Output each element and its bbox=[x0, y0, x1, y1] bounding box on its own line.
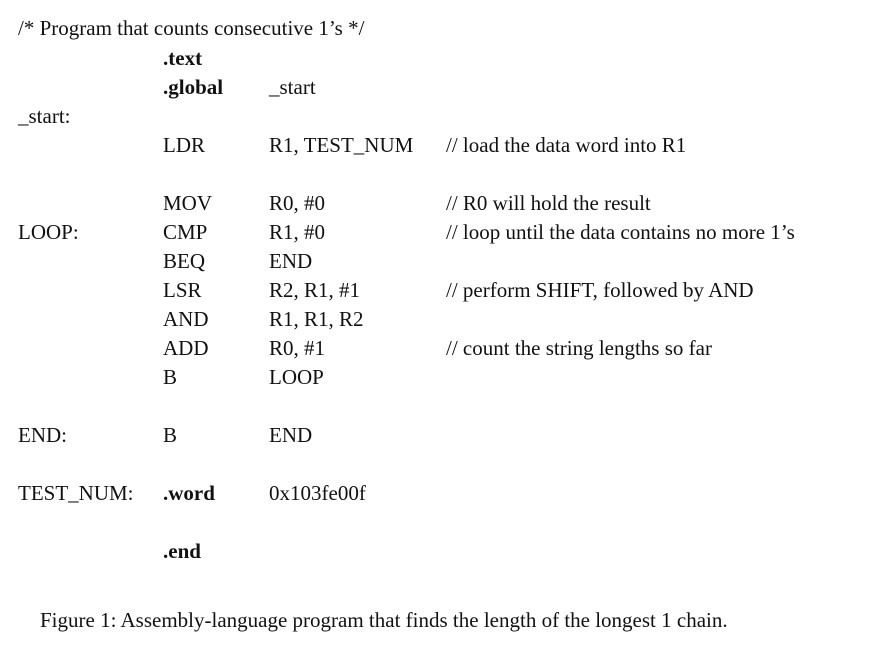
code-instruction: LDR bbox=[163, 133, 205, 157]
code-comment: // count the string lengths so far bbox=[446, 336, 712, 360]
code-label: END: bbox=[18, 423, 67, 447]
code-comment: // load the data word into R1 bbox=[446, 133, 687, 157]
code-label: _start: bbox=[18, 104, 71, 128]
code-operands: R0, #0 bbox=[269, 191, 326, 215]
code-instruction: B bbox=[163, 365, 178, 389]
code-instruction: CMP bbox=[163, 220, 208, 244]
code-operands: R0, #1 bbox=[269, 336, 326, 360]
code-operands: R1, R1, R2 bbox=[269, 307, 364, 331]
code-instruction: ADD bbox=[163, 336, 209, 360]
code-comment: // loop until the data contains no more 1’s bbox=[446, 220, 795, 244]
code-instruction: LSR bbox=[163, 278, 202, 302]
figure-caption: Figure 1: Assembly-language program that finds the length of the longest 1 chain. bbox=[40, 608, 728, 632]
code-instruction: .end bbox=[163, 539, 201, 563]
code-instruction: .global bbox=[163, 75, 224, 99]
code-operands: END bbox=[269, 423, 313, 447]
code-operands: R1, #0 bbox=[269, 220, 326, 244]
code-operands: END bbox=[269, 249, 313, 273]
code-instruction: AND bbox=[163, 307, 209, 331]
code-comment: // perform SHIFT, followed by AND bbox=[446, 278, 754, 302]
code-label: LOOP: bbox=[18, 220, 79, 244]
code-operands: _start bbox=[269, 75, 316, 99]
code-instruction: MOV bbox=[163, 191, 213, 215]
program-header-comment: /* Program that counts consecutive 1’s */ bbox=[18, 16, 365, 40]
code-operands: R1, TEST_NUM bbox=[269, 133, 414, 157]
code-operands: R2, R1, #1 bbox=[269, 278, 361, 302]
code-comment: // R0 will hold the result bbox=[446, 191, 651, 215]
code-instruction: .text bbox=[163, 46, 203, 70]
code-operands: 0x103fe00f bbox=[269, 481, 366, 505]
code-instruction: .word bbox=[163, 481, 215, 505]
code-operands: LOOP bbox=[269, 365, 324, 389]
code-instruction: B bbox=[163, 423, 178, 447]
code-instruction: BEQ bbox=[163, 249, 205, 273]
code-label: TEST_NUM: bbox=[18, 481, 134, 505]
